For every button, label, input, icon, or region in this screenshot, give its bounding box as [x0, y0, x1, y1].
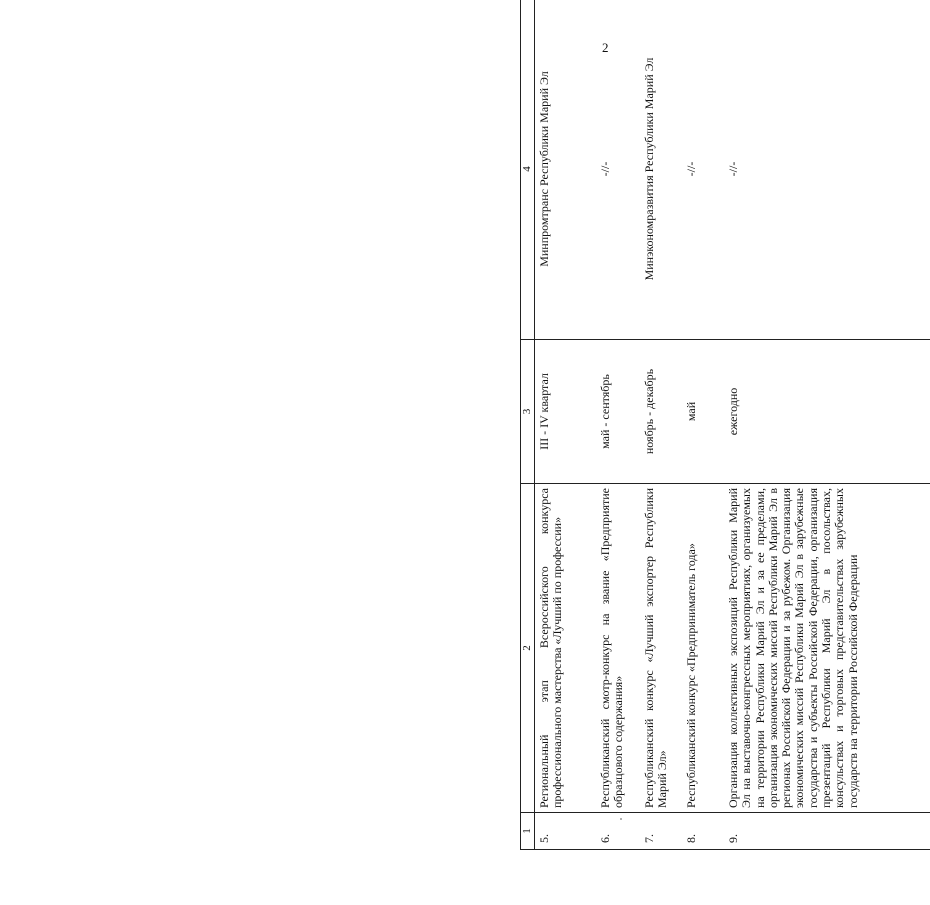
- header-col-1: 1: [521, 813, 535, 850]
- row-number: 9.: [724, 813, 930, 850]
- event-period: май: [682, 340, 724, 484]
- event-description: Организация коллективных экспозиций Республики Марий Эл на выставочно-конгрессных мероприятиях, организуемых на территории Республики Марий Эл и за ее пределами, организация экономических миссий Республики Марий Эл в регионах Российской Федерации и за рубежом. Организация экономических миссий Республики Марий Эл в зарубежные государства и субъекты Российской Федерации, организация презентаций Республики Марий Эл в посольствах, консульствах и торговых представительствах зарубежных государств на территории Российской Федерации: [724, 484, 930, 813]
- responsible-party: -//-: [682, 0, 724, 340]
- row-number: 5.: [535, 813, 597, 850]
- event-period: III - IV квартал: [535, 340, 597, 484]
- table-row: [682, 0, 724, 850]
- event-period: ежегодно: [724, 340, 930, 484]
- event-description: Республиканский конкурс «Лучший экспортер Республики Марий Эл»: [640, 484, 682, 813]
- responsible-party: -//-: [724, 0, 930, 340]
- event-period: ноябрь - декабрь: [640, 340, 682, 484]
- responsible-party: -//-: [596, 0, 640, 340]
- header-col-2: 2: [521, 484, 535, 813]
- scan-speck: [620, 818, 622, 820]
- events-table: [520, 0, 930, 850]
- page-number: 2: [602, 40, 609, 55]
- header-col-3: 3: [521, 340, 535, 484]
- table-row: [535, 0, 597, 850]
- event-period: май - сентябрь: [596, 340, 640, 484]
- header-col-4: 4: [521, 0, 535, 340]
- row-number: 8.: [682, 813, 724, 850]
- table-row: [640, 0, 682, 850]
- row-number: 7.: [640, 813, 682, 850]
- table-row: [596, 0, 640, 850]
- row-number: 6.: [596, 813, 640, 850]
- event-description: Республиканский смотр-конкурс на звание «Предприятие образцового содержания»: [596, 484, 640, 813]
- event-description: Региональный этап Всероссийского конкурса профессионального мастерства «Лучший по профессии»: [535, 484, 597, 813]
- responsible-party: Минэкономразвития Республики Марий Эл: [640, 0, 682, 340]
- rotated-table-container: [520, 35, 928, 850]
- header-row: [521, 0, 535, 850]
- event-description: Республиканский конкурс «Предприниматель года»: [682, 484, 724, 813]
- table-row: [724, 0, 930, 850]
- responsible-party: Минпромтранс Республики Марий Эл: [535, 0, 597, 340]
